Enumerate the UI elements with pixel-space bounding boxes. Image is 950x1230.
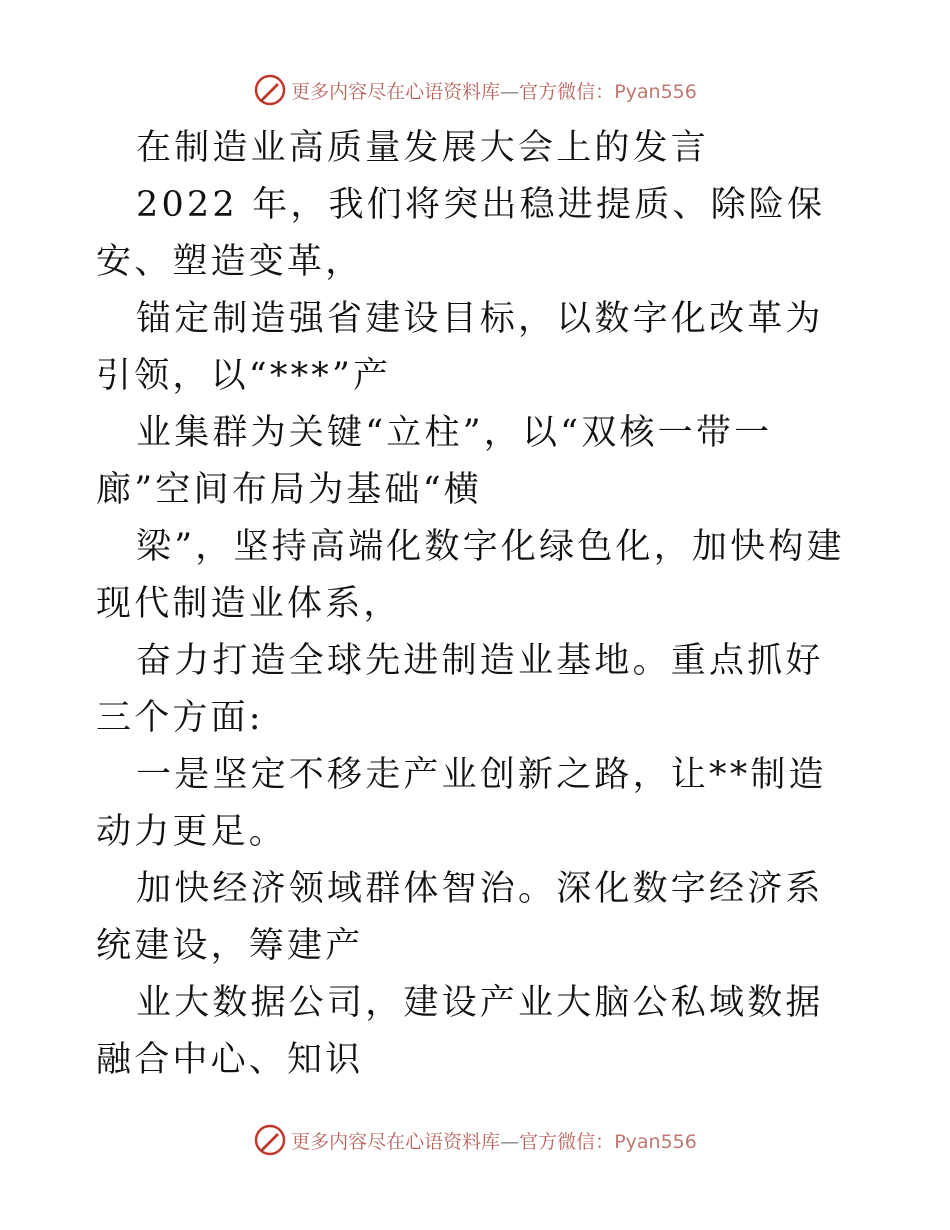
banner-separator: — <box>500 80 520 103</box>
banner-text <box>291 1127 697 1154</box>
banner-wechat-label: 官方微信： <box>519 80 615 103</box>
banner-wechat-id: Pyan556 <box>614 1130 697 1153</box>
banner-text <box>291 77 697 104</box>
pen-logo-icon <box>253 1123 287 1157</box>
paragraph: 加快经济领域群体智治。深化数字经济系统建设，筹建产 <box>96 869 824 966</box>
banner-separator: — <box>500 1130 520 1153</box>
paragraph: 业大数据公司，建设产业大脑公私域数据融合中心、知识 <box>96 983 824 1080</box>
paragraph-title: 在制造业高质量发展大会上的发言 <box>136 128 710 168</box>
document-body <box>96 120 856 1089</box>
paragraph: 一是坚定不移走产业创新之路，让**制造动力更足。 <box>96 755 827 852</box>
banner-wechat-id: Pyan556 <box>614 80 697 103</box>
banner-wechat-label: 官方微信： <box>519 1130 615 1153</box>
paragraph: 奋力打造全球先进制造业基地。重点抓好三个方面: <box>96 641 824 738</box>
banner-site-text: 更多内容尽在心语资料库 <box>291 1130 501 1153</box>
paragraph: 业集群为关键“立柱”，以“双核一带一廊”空间布局为基础“横 <box>96 413 773 510</box>
banner-site-text: 更多内容尽在心语资料库 <box>291 80 501 103</box>
pen-logo-icon <box>253 73 287 107</box>
footer-banner <box>0 1120 950 1160</box>
paragraph: 梁”，坚持高端化数字化绿色化，加快构建现代制造业体系， <box>96 527 845 624</box>
paragraph: 2022 年，我们将突出稳进提质、除险保安、塑造变革， <box>96 185 826 282</box>
header-banner <box>0 70 950 110</box>
paragraph: 锚定制造强省建设目标，以数字化改革为引领，以“***”产 <box>96 299 824 396</box>
